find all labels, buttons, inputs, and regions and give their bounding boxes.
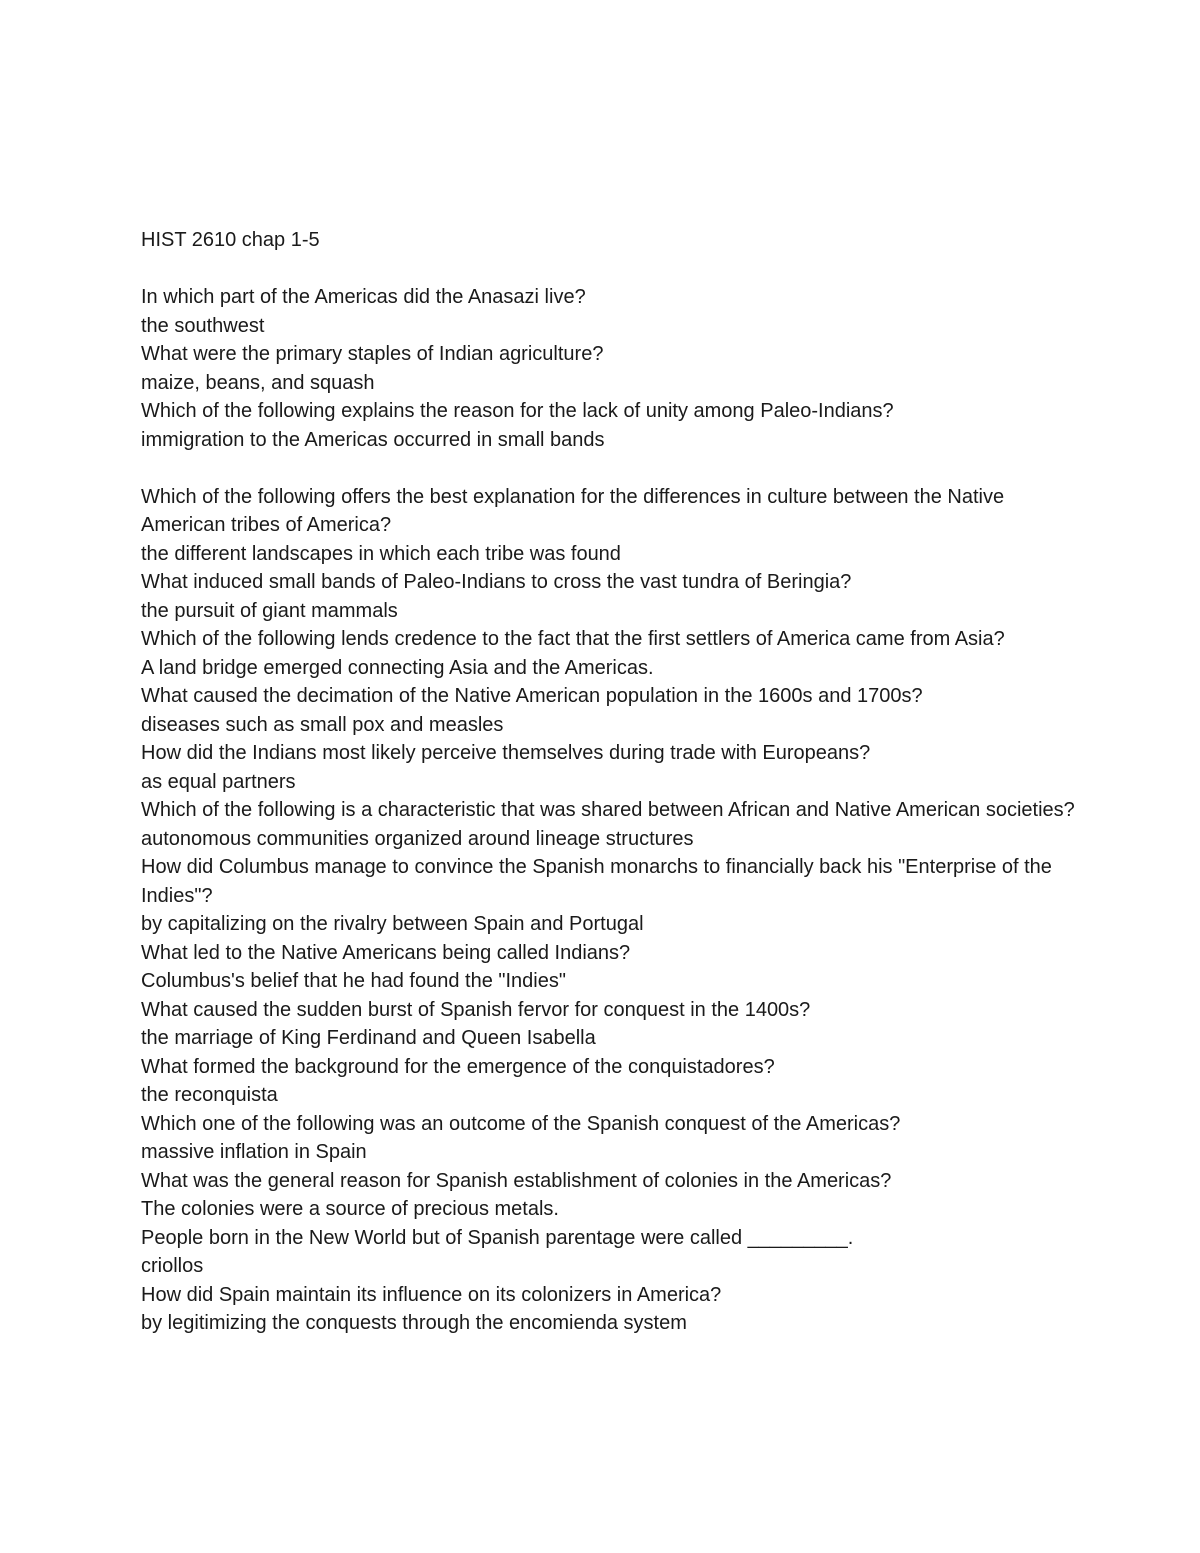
text-line: by capitalizing on the rivalry between Spain and Portugal: [141, 913, 644, 935]
text-line: Which of the following offers the best explanation for the differences in culture between the Native American tribes of America?: [141, 485, 1005, 536]
text-line: Which of the following explains the reason for the lack of unity among Paleo-Indians?: [141, 400, 894, 422]
text-line: What formed the background for the emergence of the conquistadores?: [141, 1055, 775, 1078]
text-line: the marriage of King Ferdinand and Queen Isabella: [141, 1027, 596, 1049]
study-lines: [141, 283, 1081, 1338]
text-line: Columbus's belief that he had found the "Indies": [141, 970, 566, 992]
text-line: autonomous communities organized around lineage structures: [141, 827, 694, 850]
text-line: the pursuit of giant mammals: [141, 599, 398, 622]
text-line: The colonies were a source of precious metals.: [141, 1198, 559, 1220]
text-line: What was the general reason for Spanish establishment of colonies in the Americas?: [141, 1169, 892, 1192]
text-line: What caused the decimation of the Native American population in the 1600s and 1700s?: [141, 685, 923, 707]
document-body: [141, 226, 1081, 1338]
text-line: How did Columbus manage to convince the Spanish monarchs to financially back his "Enterprise of the Indies"?: [141, 856, 1052, 907]
text-line: What led to the Native Americans being called Indians?: [141, 941, 631, 964]
text-line: What were the primary staples of Indian agriculture?: [141, 343, 604, 365]
text-line: criollos: [141, 1255, 204, 1277]
text-line: People born in the New World but of Spanish parentage were called _________.: [141, 1226, 854, 1249]
blank-line: [141, 454, 1081, 483]
text-line: Which one of the following was an outcome of the Spanish conquest of the Americas?: [141, 1112, 901, 1135]
text-line: A land bridge emerged connecting Asia and the Americas.: [141, 656, 654, 679]
text-line: by legitimizing the conquests through the encomienda system: [141, 1312, 687, 1334]
text-line: What induced small bands of Paleo-Indians to cross the vast tundra of Beringia?: [141, 571, 852, 593]
text-line: Which of the following is a characteristic that was shared between African and Native American societies?: [141, 799, 1075, 821]
text-line: maize, beans, and squash: [141, 371, 375, 394]
text-line: immigration to the Americas occurred in small bands: [141, 428, 605, 451]
text-line: In which part of the Americas did the Anasazi live?: [141, 286, 586, 308]
text-line: the reconquista: [141, 1084, 278, 1106]
text-line: the southwest: [141, 314, 265, 337]
text-line: massive inflation in Spain: [141, 1141, 367, 1163]
text-line: How did the Indians most likely perceive themselves during trade with Europeans?: [141, 742, 871, 764]
text-line: What caused the sudden burst of Spanish fervor for conquest in the 1400s?: [141, 998, 811, 1021]
text-line: the different landscapes in which each tribe was found: [141, 542, 621, 565]
text-line: Which of the following lends credence to the fact that the first settlers of America came from Asia?: [141, 628, 1005, 650]
blank-line: [141, 255, 1081, 284]
document-title: HIST 2610 chap 1-5: [141, 229, 320, 251]
text-line: as equal partners: [141, 770, 296, 793]
text-line: How did Spain maintain its influence on its colonizers in America?: [141, 1283, 722, 1306]
text-line: diseases such as small pox and measles: [141, 713, 504, 736]
